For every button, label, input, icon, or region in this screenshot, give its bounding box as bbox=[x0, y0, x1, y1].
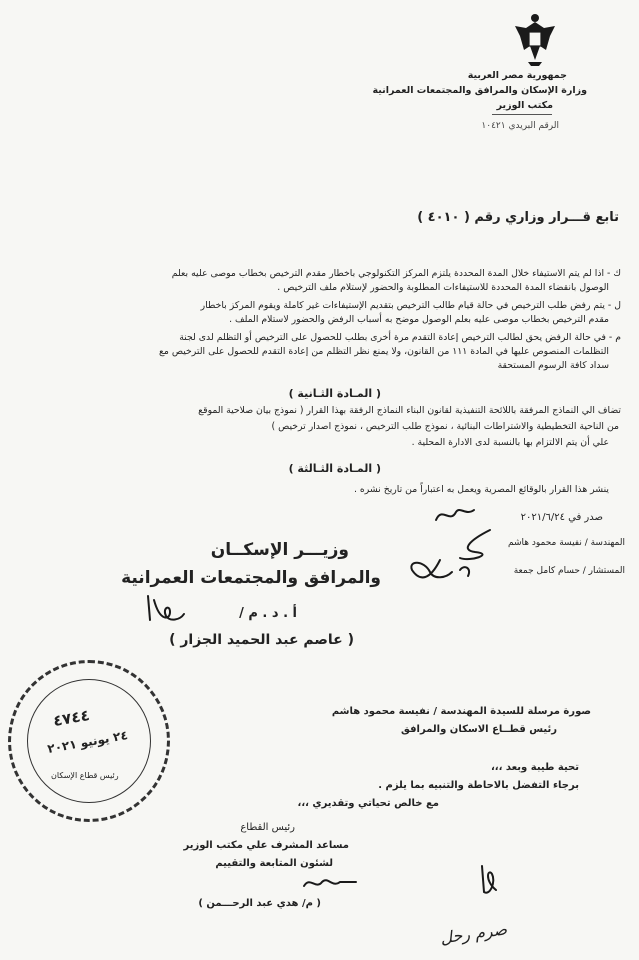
para-m-line3: سداد كافة الرسوم المستحقة bbox=[497, 360, 609, 371]
decree-title: تابع قـــرار وزاري رقم ( ٤٠١٠ ) bbox=[417, 210, 619, 225]
cc-request: برجاء التفضل بالاحاطة والتنبيه بما يلزم . bbox=[378, 780, 579, 791]
official-stamp bbox=[8, 660, 170, 822]
article2-line3: علي أن يتم الالتزام بها بالنسبة لدى الادارة المحلية . bbox=[411, 437, 609, 448]
stamp-date: ٢٤ يونيو ٢٠٢١ bbox=[46, 728, 129, 756]
engineer-signature-icon bbox=[400, 520, 510, 590]
issued-date: صدر في ٢٠٢١/٦/٢٤ bbox=[520, 512, 603, 523]
initials-signature-icon bbox=[430, 500, 480, 530]
para-m-line1: م - في حالة الرفض يحق لطالب الترخيص إعادة التقدم مرة أخرى بطلب للحصول على الترخيص أو التظلم لدى لجنة bbox=[179, 332, 621, 343]
sector-head: رئيس القطاع bbox=[240, 822, 295, 833]
para-k-line1: ك - اذا لم يتم الاستيفاء خلال المدة المحددة يلتزم المركز التكنولوجي باخطار مقدم الترخيص بخطاب موصى عليه بعلم bbox=[171, 268, 621, 279]
article3-title: ( المـادة الثـالثة ) bbox=[288, 462, 381, 475]
margin-mark-signature-icon bbox=[470, 860, 510, 900]
sector-name: ( م/ هدي عبد الرحـــمن ) bbox=[198, 898, 321, 909]
para-l-line1: ل - يتم رفض طلب الترخيص في حالة قيام طالب الترخيص بتقديم الإستيفاءات غير كاملة ويقوم المركز باخطار bbox=[200, 300, 621, 311]
sector-signature-icon bbox=[300, 872, 360, 894]
engineer-nafisa: المهندسة / نفيسة محمود هاشم bbox=[507, 538, 625, 548]
cc-greeting: تحية طيبة وبعد ،،، bbox=[491, 762, 579, 773]
handwritten-note: صرم رحل bbox=[439, 919, 509, 948]
cc-closing: مع خالص تحياتي وتقديري ،،، bbox=[297, 798, 439, 809]
para-l-line2: مقدم الترخيص بخطاب موصى عليه بعلم الوصول موضح به أسباب الرفض والحضور لاستلام الملف . bbox=[229, 314, 609, 325]
article3-line1: ينشر هذا القرار بالوقائع المصرية ويعمل به اعتباراً من تاريخ نشره . bbox=[353, 484, 609, 495]
minister-name: ( عاصم عبد الحميد الجزار ) bbox=[169, 632, 354, 648]
minister-title-line2: والمرافق والمجتمعات العمرانية bbox=[121, 568, 381, 588]
stamp-number: ٤٧٤٤ bbox=[51, 705, 91, 731]
cc-line2: رئيس قطــاع الاسكان والمرافق bbox=[400, 724, 557, 735]
para-k-line2: الوصول بانقضاء المدة المحددة للاستيفاءات المطلوبة والحضور لإستلام ملف الترخيص . bbox=[277, 282, 609, 293]
header-divider bbox=[492, 114, 552, 115]
article2-title: ( المـادة الثـانية ) bbox=[288, 387, 381, 400]
stamp-caption: رئيس قطاع الإسكان bbox=[51, 771, 119, 780]
header-ministry: وزارة الإسكان والمرافق والمجتمعات العمرانية bbox=[372, 85, 587, 96]
article2-line2: من الناحية التخطيطية والاشتراطات البنائية ، نموذج طلب الترخيص ، نموذج اصدار ترخيص ) bbox=[271, 421, 619, 432]
minister-prefix: أ . د . م / bbox=[239, 606, 297, 621]
para-m-line2: التظلمات المنصوص عليها في المادة ١١١ من القانون، ولا يمنع نظر التظلم من إعادة التقدم للحصول على الترخيص مع bbox=[158, 346, 609, 357]
sector-role2: لشئون المتابعة والتقييم bbox=[215, 858, 333, 869]
sector-role1: مساعد المشرف علي مكتب الوزير bbox=[183, 840, 349, 851]
engineer-hossam: المستشار / حسام كامل جمعة bbox=[513, 566, 625, 576]
article2-line1: تضاف الي النماذج المرفقة باللائحة التنفيذية لقانون البناء النماذج الرفقة بهذا القرار ( نموذج بيان صلاحية الموقع bbox=[198, 405, 621, 416]
minister-signature-icon bbox=[140, 590, 220, 626]
header-ref: الرقم البريدي ١٠٤٢١ bbox=[481, 121, 559, 131]
header-country: جمهورية مصر العربية bbox=[467, 70, 567, 81]
eagle-emblem-icon bbox=[512, 10, 558, 68]
cc-line1: صورة مرسلة للسيدة المهندسة / نفيسة محمود هاشم bbox=[331, 706, 591, 717]
minister-title-line1: وزيـــر الإسكــان bbox=[210, 540, 349, 560]
header-office: مكتب الوزير bbox=[496, 100, 553, 111]
